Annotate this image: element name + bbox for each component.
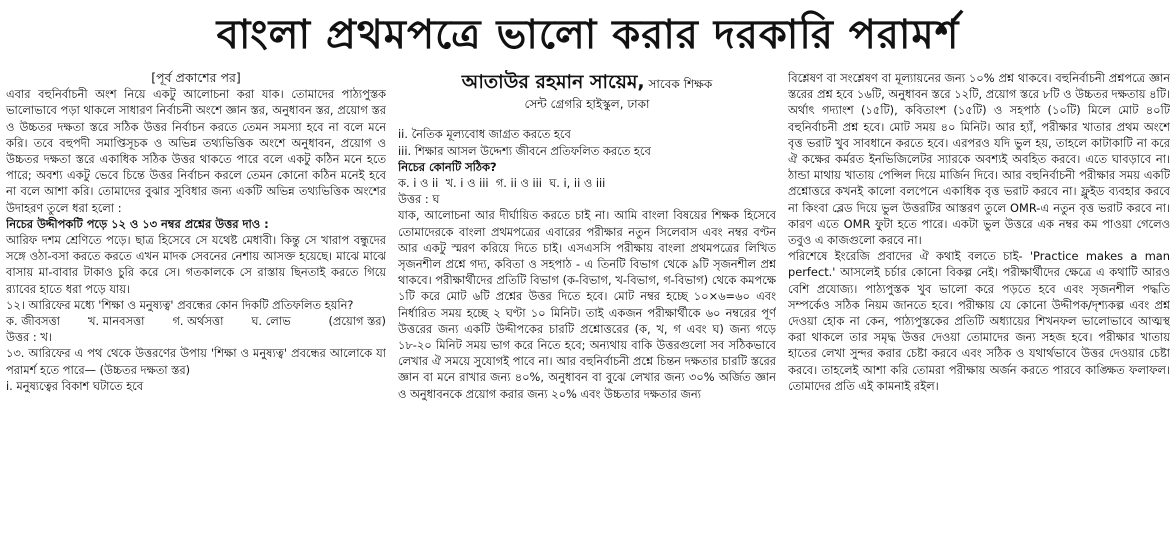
column-left xyxy=(6,70,386,538)
stimulus-paragraph: আরিফ দশম শ্রেণিতে পড়ে। ছাত্র হিসেবে সে যথেষ্ট মেধাবী। কিন্তু সে খারাপ বন্ধুদের সঙ্গে ওঠা-বসা করতে করতে এখন মাদক সেবনের নেশায় আসক্ত হয়েছে। মাঝে মাঝে বাসায় মা-বাবার টাকাও চুরি করে সে। গতকালকে সে রাস্তায় ছিনতাই করতে গিয়ে র‍্যাবের হাতে ধরা পড়ে যায়। xyxy=(6,233,386,296)
question-13-item-i: i. মনুষ্যত্বের বিকাশ ঘটাতে হবে xyxy=(6,378,144,393)
author-role: সাবেক শিক্ষক xyxy=(644,77,713,91)
kicker: [পূর্ব প্রকাশের পর] xyxy=(151,70,241,85)
byline xyxy=(398,71,776,112)
question-13-answer: উত্তর : ঘ xyxy=(398,192,440,207)
question-12-answer: উত্তর : খ। xyxy=(6,330,52,345)
question-13-item-iii: iii. শিক্ষার আসল উদ্দেশ্য জীবনে প্রতিফলিত করতে হবে xyxy=(398,143,651,158)
option-ka: ক. জীবসত্তা xyxy=(6,314,60,329)
question-13-text: ১৩. আরিফের এ পথ থেকে উত্তরণের উপায় 'শিক্ষা ও মনুষ্যত্ব' প্রবন্ধের আলোকে যা পরামর্শ হতে পারে— (উচ্চতর দক্ষতা স্তর) xyxy=(6,346,386,377)
instruction: নিচের উদ্দীপকটি পড়ে ১২ ও ১৩ নম্বর প্রশ্নের উত্তর দাও : xyxy=(6,216,269,231)
headline: বাংলা প্রথমপত্রে ভালো করার দরকারি পরামর্শ xyxy=(216,12,960,58)
question-13-prompt: নিচের কোনটি সঠিক? xyxy=(398,159,497,174)
mcq-paragraph: বিশ্লেষণ বা সংশ্লেষণ বা মূল্যায়নের জন্য ১০% প্রশ্ন থাকবে। বহুনির্বাচনী প্রশ্নপত্রে জ্ঞান স্তরের প্রশ্ন হবে ১৬টি, অনুধাবন স্তরে ১২টি, প্রয়োগ স্তরে ৮টি ও উচ্চতর দক্ষতায় ৪টি। অর্থাৎ গদ্যাংশ (১৫টি), কবিতাংশ (১৫টি) ও সহপাঠ (১০টি) মিলে মোট ৪০টি বহুনির্বাচনী প্রশ্ন হবে। মোট সময় ৪০ মিনিট। আর হ্যাঁ, পরীক্ষার খাতার প্রথম অংশে বৃত্ত ভরাট খুব সাবধানে করতে হবে। এরপরও যদি ভুল হয়, তাহলে কাটাকাটি না করে ঐ কক্ষের কর্মরত ইনভিজিলেটর স্যারকে অবশ্যই অবহিত করবে। এতে ঘাবড়াবে না। ঠান্ডা মাথায় খাতায় পেন্সিল দিয়ে মার্জিন দিবে। আর বহুনির্বাচনী পরীক্ষার সময় একটি প্রশ্নোত্তরে কখনই কালো বলপেনে একাধিক বৃত্ত ভরাট করবে না। ফ্লুইড ব্যবহার করবে না কিংবা ব্লেড দিয়ে ভুল উত্তরটির আস্তরণ তুলে OMR-এ নতুন বৃত্ত ভরাট করবে না। কারণ এতে OMR ফুটা হতে পারে। একটা ভুল উত্তরে এক নম্বর কম পাওয়া গেলেও তবুও এ কাজগুলো করবে না। xyxy=(788,71,1170,248)
question-12-text: ১২। আরিফের মধ্যে 'শিক্ষা ও মনুষ্যত্ব' প্রবন্ধের কোন দিকটি প্রতিফলিত হয়নি? xyxy=(6,297,354,312)
option-kha: খ. মানবসত্তা xyxy=(87,314,145,329)
column-middle xyxy=(398,70,776,538)
question-12-options xyxy=(6,313,328,329)
question-12-level: (প্রয়োগ স্তর) xyxy=(328,314,386,329)
author-name: আতাউর রহমান সায়েম, xyxy=(461,71,645,93)
author-school: সেন্ট গ্রেগরি হাইস্কুল, ঢাকা xyxy=(524,97,650,112)
body-paragraph: যাক, আলোচনা আর দীর্ঘায়িত করতে চাই না। আমি বাংলা বিষয়ের শিক্ষক হিসেবে তোমাদেরকে বাংলা প্রথমপত্রের এবারের পরীক্ষার নতুন সিলেবাস এবং নম্বর বণ্টন আর একটু স্মরণ করিয়ে দিতে চাই। এসএসসি পরীক্ষায় বাংলা প্রথমপত্রের লিখিত সৃজনশীল প্রশ্নে গদ্য, কবিতা ও সহপাঠ - এ তিনটি বিভাগ থেকে ৯টি সৃজনশীল প্রশ্ন থাকবে। পরীক্ষার্থীদের প্রতিটি বিভাগ (ক-বিভাগ, খ-বিভাগ, গ-বিভাগ) থেকে কমপক্ষে ১টি করে মোট ৬টি প্রশ্নের উত্তর দিতে হবে। মোট নম্বর হচ্ছে ১০×৬=৬০ এবং নির্ধারিত সময় হচ্ছে ২ ঘণ্টা ১০ মিনিট। তাই একজন পরীক্ষার্থীকে ৬০ নম্বরের পূর্ণ উত্তরের জন্য একটি উদ্দীপকের চারটি প্রশ্নোত্তরের (ক, খ, গ এবং ঘ) জন্য গড়ে ১৮-২০ মিনিট সময় ভাগ করে নিতে হবে; অন্যথায় বাকি উত্তরগুলো সব সঠিকভাবে লেখার ঐ সময়ে সুযোগই পাবে না। আর বহুনির্বাচনী প্রশ্নে চিন্তন দক্ষতার চারটি স্তরের জ্ঞান বা মনে রাখার জন্য ৪০%, অনুধাবন বা বুঝে লেখার জন্য ৩০% অর্জিত জ্ঞান ও অনুধাবনকে প্রয়োগ করার জন্য ২০% এবং উচ্চতার দক্ষতার জন্য xyxy=(398,208,776,401)
question-13-item-ii: ii. নৈতিক মূল্যবোধ জাগ্রত করতে হবে xyxy=(398,127,571,142)
option-gha: ঘ. লোভ xyxy=(251,314,291,329)
column-right xyxy=(788,70,1170,538)
question-13-options: ক. i ও ii খ. i ও iii গ. ii ও iii ঘ. i, ii ও iii xyxy=(398,176,606,191)
option-ga: গ. অর্থসত্তা xyxy=(172,314,224,329)
closing-paragraph: পরিশেষে ইংরেজি প্রবাদের ঐ কথাই বলতে চাই- 'Practice makes a man perfect.' আসলেই চর্চার কোনো বিকল্প নেই। পরীক্ষার্থীদের ক্ষেত্রে এ কথাটি আরও বেশি প্রযোজ্য। পাঠ্যপুস্তক খুব ভালো করে পড়তে হবে এবং সৃজনশীল পদ্ধতি সম্পর্কেও সঠিক নিয়ম জানতে হবে। পরীক্ষায় যে কোনো উদ্দীপক/দৃশ্যকল্প এবং প্রশ্ন দেওয়া হোক না কেন, পাঠ্যপুস্তকের প্রতিটি অধ্যায়ের শিখনফল ভালোভাবে আত্মস্থ করা থাকলে তার সমৃদ্ধ উত্তর দেওয়া তোমাদের জন্য সহজ হবে। পরীক্ষার খাতায় হাতের লেখা সুন্দর করার চেষ্টা করবে এবং সঠিক ও যথার্থভাবে উত্তর দেওয়ার চেষ্টা করবে। তাহলেই আশা করি তোমরা পরীক্ষায় অর্জন করতে পারবে কাঙ্ক্ষিত ফলাফল। তোমাদের প্রতি এই কামনাই রইল। xyxy=(788,249,1170,393)
intro-paragraph: এবার বহুনির্বাচনী অংশ নিয়ে একটু আলোচনা করা যাক। তোমাদের পাঠ্যপুস্তক ভালোভাবে পড়া থাকলে সাধারণ নির্বাচনী অংশে জ্ঞান স্তর, অনুধাবন স্তর, প্রয়োগ স্তর ও উচ্চতর দক্ষতা স্তরে সঠিক উত্তর নির্বাচন করতে তেমন সমস্যা হবে না বলে মনে করি। তবে বহুপদী সমাপ্তিসূচক ও অভিন্ন তথ্যভিত্তিক অংশে অনুধাবন, প্রয়োগ ও উচ্চতর দক্ষতা স্তরে একাধিক সঠিক উত্তর থাকতে পারে বলে একটু কঠিন মনে হতে পারে; অবশ্য একটু ভেবে চিন্তে উত্তর নির্বাচন করলে তেমন কোনো কঠিন মনেই হবে না বলে আশা করি। তোমাদের বুঝার সুবিধার জন্য একটি অভিন্ন তথ্যভিত্তিক অংশের উদাহরণ তুলে ধরা হলো : xyxy=(6,87,386,215)
